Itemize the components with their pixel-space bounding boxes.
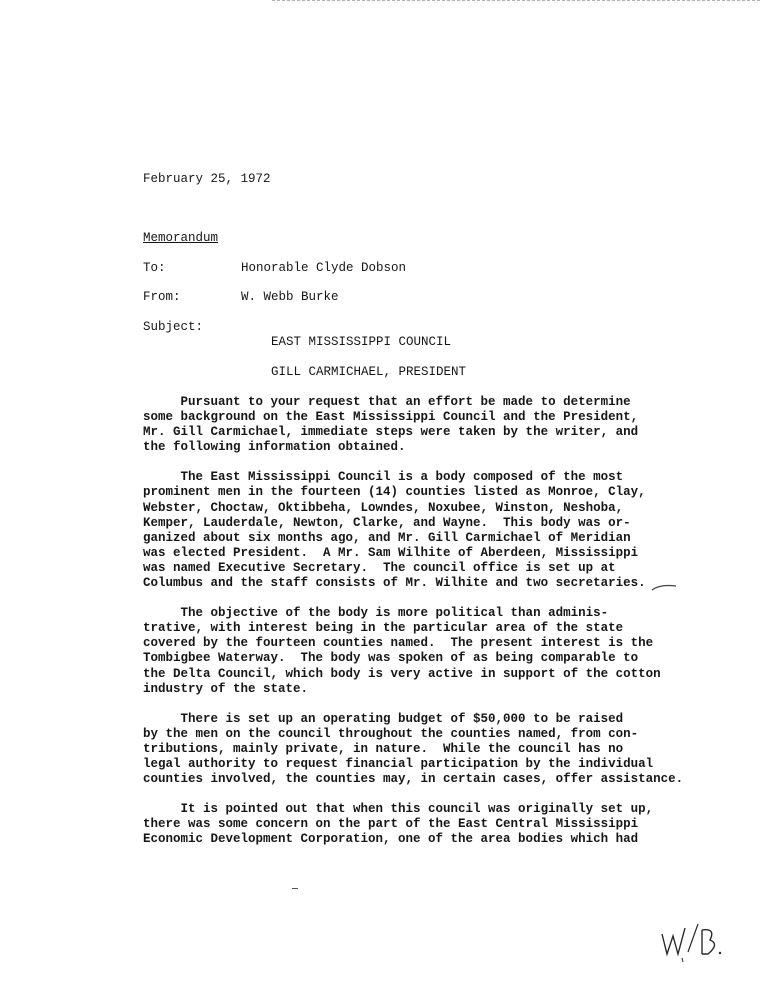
paragraph-4: There is set up an operating budget of $50,000 to be raised by the men on the council throughout the counties named, from con- tributions, mainly private, in nature. While the council has no legal authority to request financial participation by the individual counties involved, the counties may, in certain cases, offer assistance. [143,711,684,787]
subject-row [143,320,467,379]
margin-pen-mark [650,583,678,593]
from-label: From: [143,290,181,304]
subject-line-2: GILL CARMICHAEL, PRESIDENT [271,365,467,379]
subject-value [241,320,466,395]
from-value: W. Webb Burke [241,290,339,304]
to-value: Honorable Clyde Dobson [241,261,407,275]
paragraph-1: Pursuant to your request that an effort be made to determine some background on the East Mississippi Council and the President, Mr. Gill Carmichael, immediate steps were taken by the writer, and the following information obtained. [143,395,639,455]
paragraph-3: The objective of the body is more political than adminis- trative, with interest being in the particular area of the state covered by the fourteen counties named. The present interest is the Tombigbee Waterway. The body was spoken of as being comparable to the Delta Council, which body is very active in support of the cotton industry of the state. [143,606,661,696]
memo-date: February 25, 1972 [143,172,271,186]
subject-label: Subject: [143,320,204,334]
memo-body [143,395,703,862]
subject-line-1: EAST MISSISSIPPI COUNCIL [271,335,452,349]
page-dash-mark [292,888,298,889]
to-label: To: [143,261,166,275]
paragraph-2: The East Mississippi Council is a body composed of the most prominent men in the fourteen (14) counties listed as Monroe, Clay, Webster, Choctaw, Oktibbeha, Lowndes, Noxubee, Winston, Neshoba, Kemper, Lauderdale, Newton, Clarke, and Wayne. This body was or- ganized about six months ago, and Mr. Gill Carmichael of Meridian was elected President. A Mr. Sam Wilhite of Aberdeen, Mississippi was named Executive Secretary. The council office is set up at Columbus and the staff consists of Mr. Wilhite and two secretaries. [143,470,646,591]
paragraph-5: It is pointed out that when this council was originally set up, there was some concern on the part of the East Central Mississippi Economic Development Corporation, one of the area bodies which had [143,802,654,847]
memo-heading: Memorandum [143,231,219,245]
handwritten-initials [658,918,733,966]
top-edge-dashes [272,0,760,3]
